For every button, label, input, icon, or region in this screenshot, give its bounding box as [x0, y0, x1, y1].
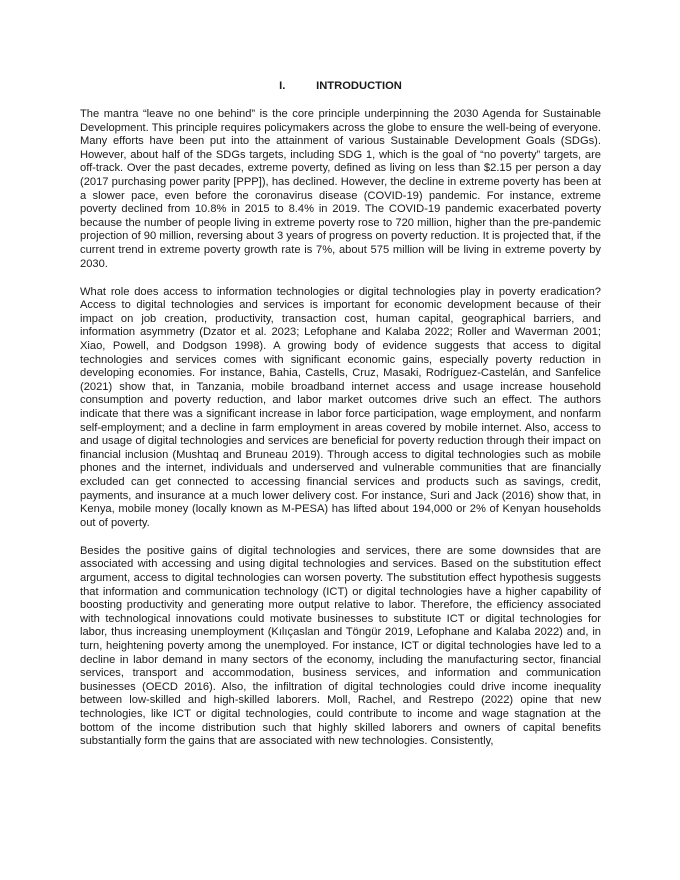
section-title: INTRODUCTION — [316, 80, 402, 92]
paragraph-poverty-context: The mantra “leave no one behind” is the core principle underpinning the 2030 Agenda for Sustainable Development. This principle requires policymakers across the globe to ensure the well-being of everyone. Many efforts have been put into the attainment of various Sustainable Development Goals (SDGs). However, about half of the SDGs targets, including SDG 1, which is the goal of “no poverty” targets, are off-track. Over the past decades, extreme poverty, defined as living on less than $2.15 per person a day (2017 purchasing power parity [PPP]), has declined. However, the decline in extreme poverty has been at a slower pace, even before the coronavirus disease (COVID-19) pandemic. For instance, extreme poverty declined from 10.8% in 2015 to 8.4% in 2019. The COVID-19 pandemic exacerbated poverty because the number of people living in extreme poverty rose to 720 million, higher than the pre-pandemic projection of 90 million, reversing about 3 years of progress on poverty reduction. It is projected that, if the current trend in extreme poverty growth rate is 7%, about 575 million will be living in extreme poverty by 2030. — [80, 108, 601, 270]
document-page — [80, 79, 601, 763]
section-number: I. — [279, 80, 286, 92]
paragraph-digital-downsides: Besides the positive gains of digital technologies and services, there are some downsides that are associated with accessing and using digital technologies and services. Based on the substitution effect argument, access to digital technologies can worsen poverty. The substitution effect hypothesis suggests that information and communication technology (ICT) or digital technologies have a higher capability of boosting productivity and generating more output relative to labor. Therefore, the efficiency associated with technological innovations could motivate businesses to substitute ICT or digital technologies for labor, thus increasing unemployment (Kılıçaslan and Töngür 2019, Lefophane and Kalaba 2022) and, in turn, heightening poverty among the unemployed. For instance, ICT or digital technologies have led to a decline in labor demand in many sectors of the economy, including the manufacturing sector, financial services, transport and accommodation, business services, and information and communication businesses (OECD 2016). Also, the infiltration of digital technologies could drive income inequality between low-skilled and high-skilled laborers. Moll, Rachel, and Restrepo (2022) opine that new technologies, like ICT or digital technologies, could contribute to income and wage stagnation at the bottom of the income distribution such that highly skilled laborers and owners of capital benefits substantially form the gains that are associated with new technologies. Consistently, — [80, 544, 601, 748]
paragraph-digital-benefits: What role does access to information technologies or digital technologies play in poverty eradication? Access to digital technologies and services is important for economic development because of their impact on job creation, productivity, transaction cost, human capital, geographical barriers, and information asymmetry (Dzator et al. 2023; Lefophane and Kalaba 2022; Roller and Waverman 2001; Xiao, Powell, and Dodgson 1998). A growing body of evidence suggests that access to digital technologies and services comes with significant economic gains, especially poverty reduction in developing economies. For instance, Bahia, Castells, Cruz, Masaki, Rodríguez-Castelán, and Sanfelice (2021) show that, in Tanzania, mobile broadband internet access and usage increase household consumption and poverty reduction, and labor market outcomes drive such an effect. The authors indicate that there was a significant increase in labor force participation, wage employment, and nonfarm self-employment; and a decline in farm employment in areas covered by mobile internet. Also, access to and usage of digital technologies and services are beneficial for poverty reduction through their impact on financial inclusion (Mushtaq and Bruneau 2019). Through access to digital technologies such as mobile phones and the internet, individuals and underserved and vulnerable communities that are financially excluded can get connected to accessing financial services and products such as savings, credit, payments, and insurance at a much lower delivery cost. For instance, Suri and Jack (2016) show that, in Kenya, mobile money (locally known as M-PESA) has lifted about 194,000 or 2% of Kenyan households out of poverty. — [80, 285, 601, 529]
section-heading — [80, 79, 601, 93]
